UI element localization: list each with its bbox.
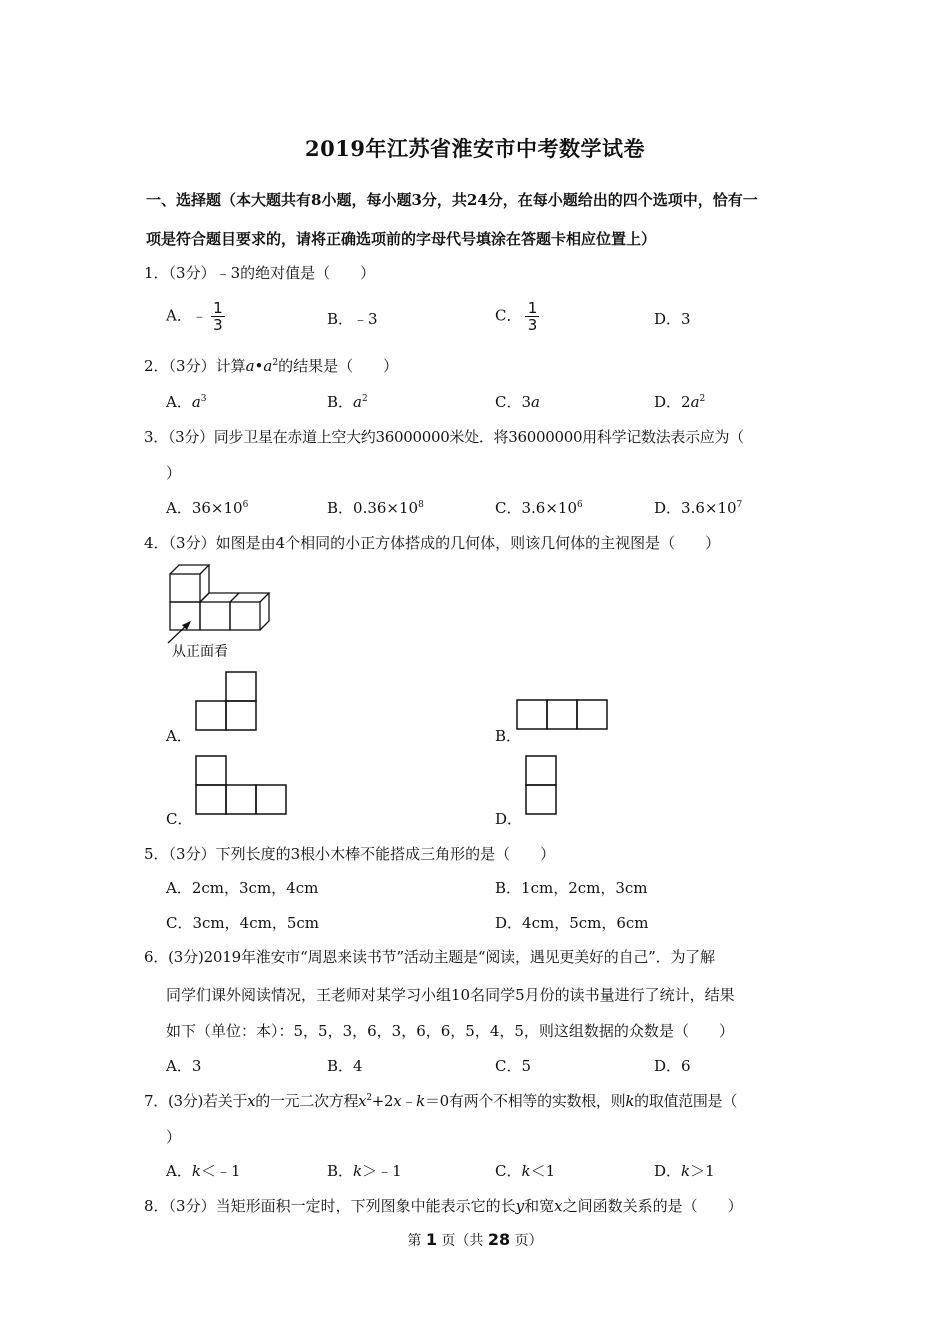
q5-option-a: A．2cm，3cm，4cm (166, 879, 319, 897)
question-6-line3: 如下（单位：本）：5，5，3，6，3，6，6，5，4，5，则这组数据的众数是（ ） (166, 1022, 734, 1040)
q1-option-b: B．﹣3 (327, 310, 378, 328)
q3-option-b: B．$0.36\times 10^8$ (327, 499, 424, 517)
q6-option-a: A．3 (166, 1057, 202, 1075)
q4-option-d-figure (525, 755, 559, 815)
page-number: 1 (425, 1230, 437, 1249)
q5-option-d: D．4cm，5cm，6cm (495, 914, 649, 932)
q4-option-b-label: B． (495, 727, 522, 745)
q3-option-d: D．$3.6\times 10^7$ (654, 499, 743, 517)
q7-option-c: C．k＜1 (495, 1162, 556, 1180)
question-4: 4．（3分）如图是由4个相同的小正方体搭成的几何体，则该几何体的主视图是（ ） (144, 534, 721, 552)
q1-option-d: D．3 (654, 310, 691, 328)
q1-option-c: C． $\frac{1}{3}$ (495, 300, 539, 333)
q1-option-a: A．﹣ $\frac{1}{3}$ (166, 300, 225, 333)
question-6-line2: 同学们课外阅读情况，王老师对某学习小组10名同学5月份的读书量进行了统计，结果 (166, 986, 735, 1004)
q4-option-a-label: A． (166, 727, 192, 745)
q4-option-d-label: D． (495, 810, 523, 828)
question-2: 2．（3分）计算$a•a^2$的结果是（ ） (144, 357, 399, 375)
q2-option-c: C．3a (495, 393, 540, 411)
question-6: 6．(3分)2019年淮安市“周恩来读书节”活动主题是“阅读，遇见更美好的自己”．为了解 (144, 948, 715, 966)
q7-option-a: A．k＜﹣1 (166, 1162, 241, 1180)
section-heading-line2: 项是符合题目要求的，请将正确选项前的字母代号填涂在答题卡相应位置上） (146, 230, 657, 248)
cube-solid-figure (160, 560, 280, 660)
question-3-cont: ） (166, 464, 182, 482)
q6-option-c: C．5 (495, 1057, 532, 1075)
q7-option-d: D．k＞1 (654, 1162, 715, 1180)
section-heading-line1: 一、选择题（本大题共有8小题，每小题3分，共24分，在每小题给出的四个选项中，恰有一 (146, 191, 758, 209)
q2-option-b: B．$a^2$ (327, 393, 368, 411)
q4-option-c-label: C． (166, 810, 193, 828)
q4-option-c-figure (195, 755, 289, 815)
q3-option-c: C．$3.6\times 10^6$ (495, 499, 583, 517)
q5-option-c: C．3cm，4cm，5cm (166, 914, 319, 932)
q7-option-b: B．k＞﹣1 (327, 1162, 402, 1180)
fraction-one-third: $\frac{1}{3}$ (211, 300, 225, 333)
question-7: 7．(3分)若关于x的一元二次方程$x^2+2x﹣k=0$有两个不相等的实数根，则k的取值范围是（ (144, 1092, 738, 1110)
q4-option-b-figure (516, 699, 610, 731)
q2-option-a: A．$a^3$ (166, 393, 207, 411)
q6-option-d: D．6 (654, 1057, 691, 1075)
q6-option-b: B．4 (327, 1057, 363, 1075)
q2-option-d: D．$2a^2$ (654, 393, 706, 411)
question-7-cont: ） (166, 1128, 182, 1146)
question-8: 8．（3分）当矩形面积一定时，下列图象中能表示它的长y和宽x之间函数关系的是（ ） (144, 1197, 743, 1215)
q3-option-a: A．$36\times 10^6$ (166, 499, 249, 517)
fraction-one-third: $\frac{1}{3}$ (525, 300, 539, 333)
page-footer: 第 1 页（共 28 页） (407, 1230, 543, 1249)
page-total: 28 (487, 1230, 511, 1249)
q5-option-b: B．1cm，2cm，3cm (495, 879, 648, 897)
question-1: 1．（3分）﹣3的绝对值是（ ） (144, 264, 376, 282)
question-5: 5．（3分）下列长度的3根小木棒不能搭成三角形的是（ ） (144, 845, 556, 863)
q4-option-a-figure (195, 671, 259, 731)
page-title: 2019年江苏省淮安市中考数学试卷 (305, 136, 645, 161)
figure-caption: 从正面看 (172, 644, 228, 660)
question-3: 3．（3分）同步卫星在赤道上空大约36000000米处．将36000000用科学记数法表示应为（ (144, 428, 744, 446)
